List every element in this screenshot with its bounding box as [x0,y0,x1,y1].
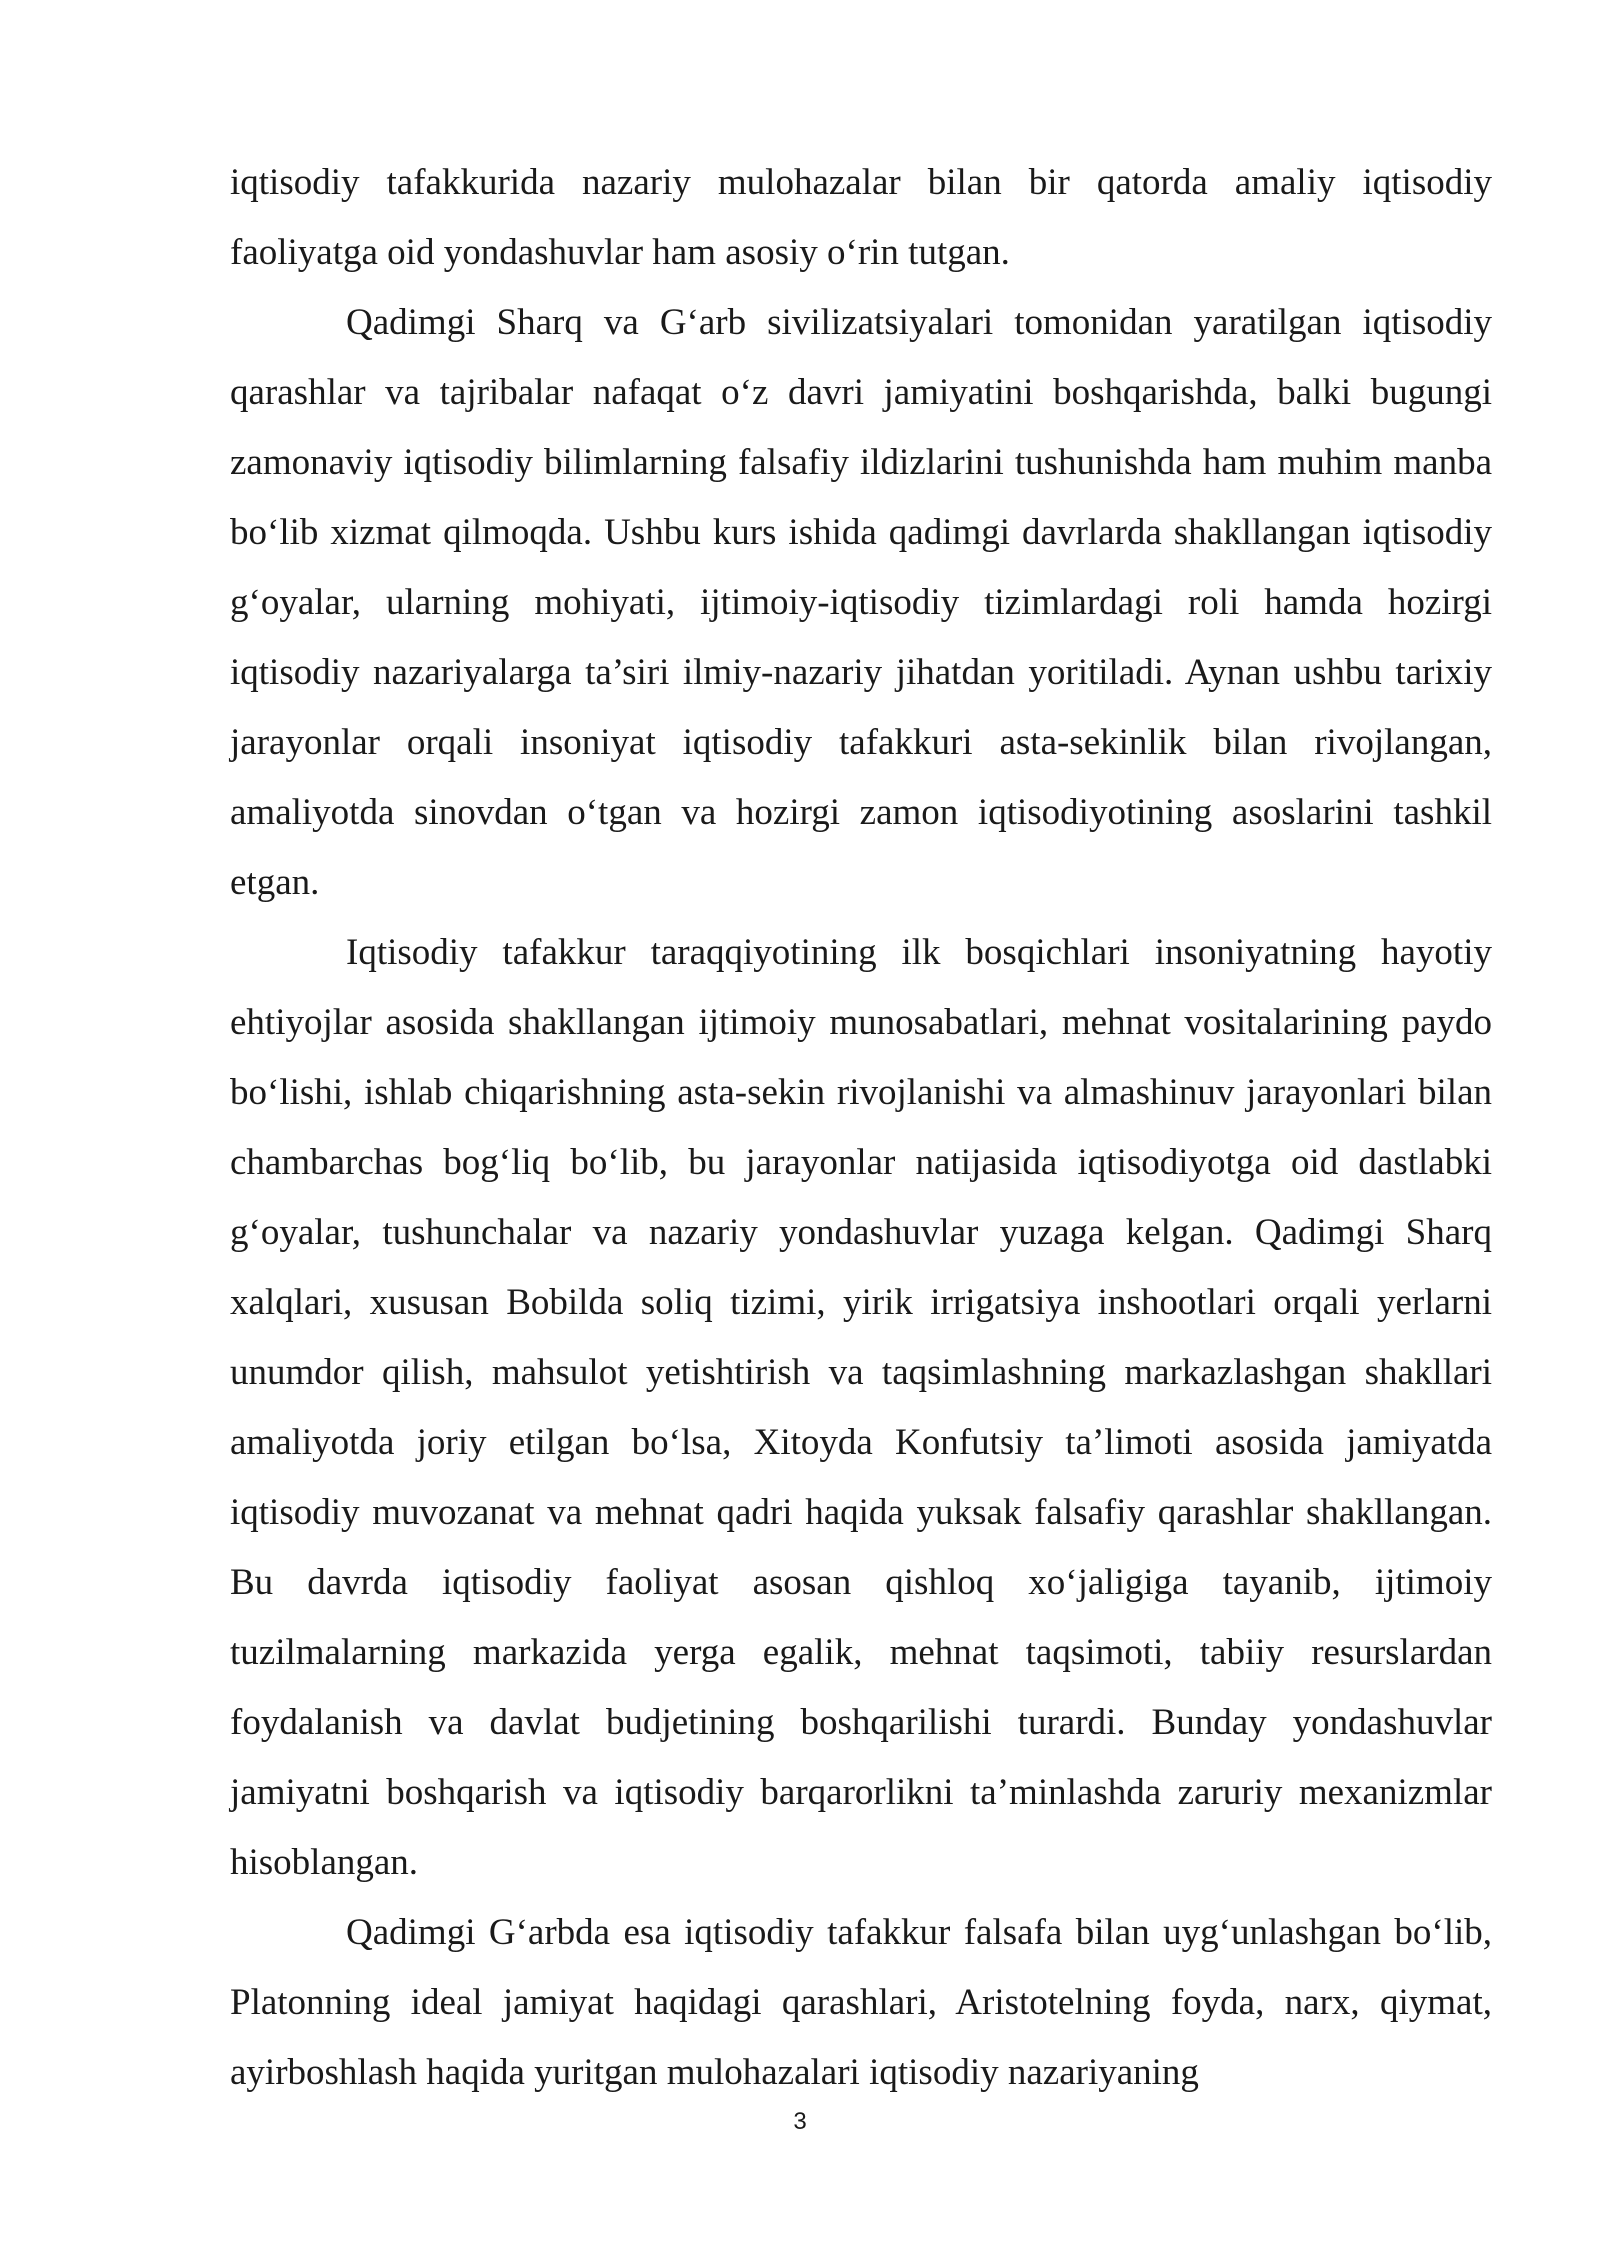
document-body [230,148,1492,2108]
paragraph-continued: iqtisodiy tafakkurida nazariy mulohazalar bilan bir qatorda amaliy iqtisodiy faoliyatga oid yondashuvlar ham asosiy o‘rin tutgan. [230,162,1492,273]
paragraph: Qadimgi Sharq va G‘arb sivilizatsiyalari tomonidan yaratilgan iqtisodiy qarashlar va tajribalar nafaqat o‘z davri jamiyatini boshqarishda, balki bugungi zamonaviy iqtisodiy bilimlarning falsafiy ildizlarini tushunishda ham muhim manba bo‘lib xizmat qilmoqda. Ushbu kurs ishida qadimgi davrlarda shakllangan iqtisodiy g‘oyalar, ularning mohiyati, ijtimoiy-iqtisodiy tizimlardagi roli hamda hozirgi iqtisodiy nazariyalarga ta’siri ilmiy-nazariy jihatdan yoritiladi. Aynan ushbu tarixiy jarayonlar orqali insoniyat iqtisodiy tafakkuri asta-sekinlik bilan rivojlangan, amaliyotda sinovdan o‘tgan va hozirgi zamon iqtisodiyotining asoslarini tashkil etgan. [230,302,1492,903]
page-number: 3 [793,2108,807,2135]
paragraph: Iqtisodiy tafakkur taraqqiyotining ilk bosqichlari insoniyatning hayotiy ehtiyojlar asosida shakllangan ijtimoiy munosabatlari, mehnat vositalarining paydo bo‘lishi, ishlab chiqarishning asta-sekin rivojlanishi va almashinuv jarayonlari bilan chambarchas bog‘liq bo‘lib, bu jarayonlar natijasida iqtisodiyotga oid dastlabki g‘oyalar, tushunchalar va nazariy yondashuvlar yuzaga kelgan. Qadimgi Sharq xalqlari, xususan Bobilda soliq tizimi, yirik irrigatsiya inshootlari orqali yerlarni unumdor qilish, mahsulot yetishtirish va taqsimlashning markazlashgan shakllari amaliyotda joriy etilgan bo‘lsa, Xitoyda Konfutsiy ta’limoti asosida jamiyatda iqtisodiy muvozanat va mehnat qadri haqida yuksak falsafiy qarashlar shakllangan. Bu davrda iqtisodiy faoliyat asosan qishloq xo‘jaligiga tayanib, ijtimoiy tuzilmalarning markazida yerga egalik, mehnat taqsimoti, tabiiy resurslardan foydalanish va davlat budjetining boshqarilishi turardi. Bunday yondashuvlar jamiyatni boshqarish va iqtisodiy barqarorlikni ta’minlashda zaruriy mexanizmlar hisoblangan. [230,932,1492,1883]
paragraph: Qadimgi G‘arbda esa iqtisodiy tafakkur falsafa bilan uyg‘unlashgan bo‘lib, Platonning ideal jamiyat haqidagi qarashlari, Aristotelning foyda, narx, qiymat, ayirboshlash haqida yuritgan mulohazalari iqtisodiy nazariyaning [230,1912,1492,2093]
